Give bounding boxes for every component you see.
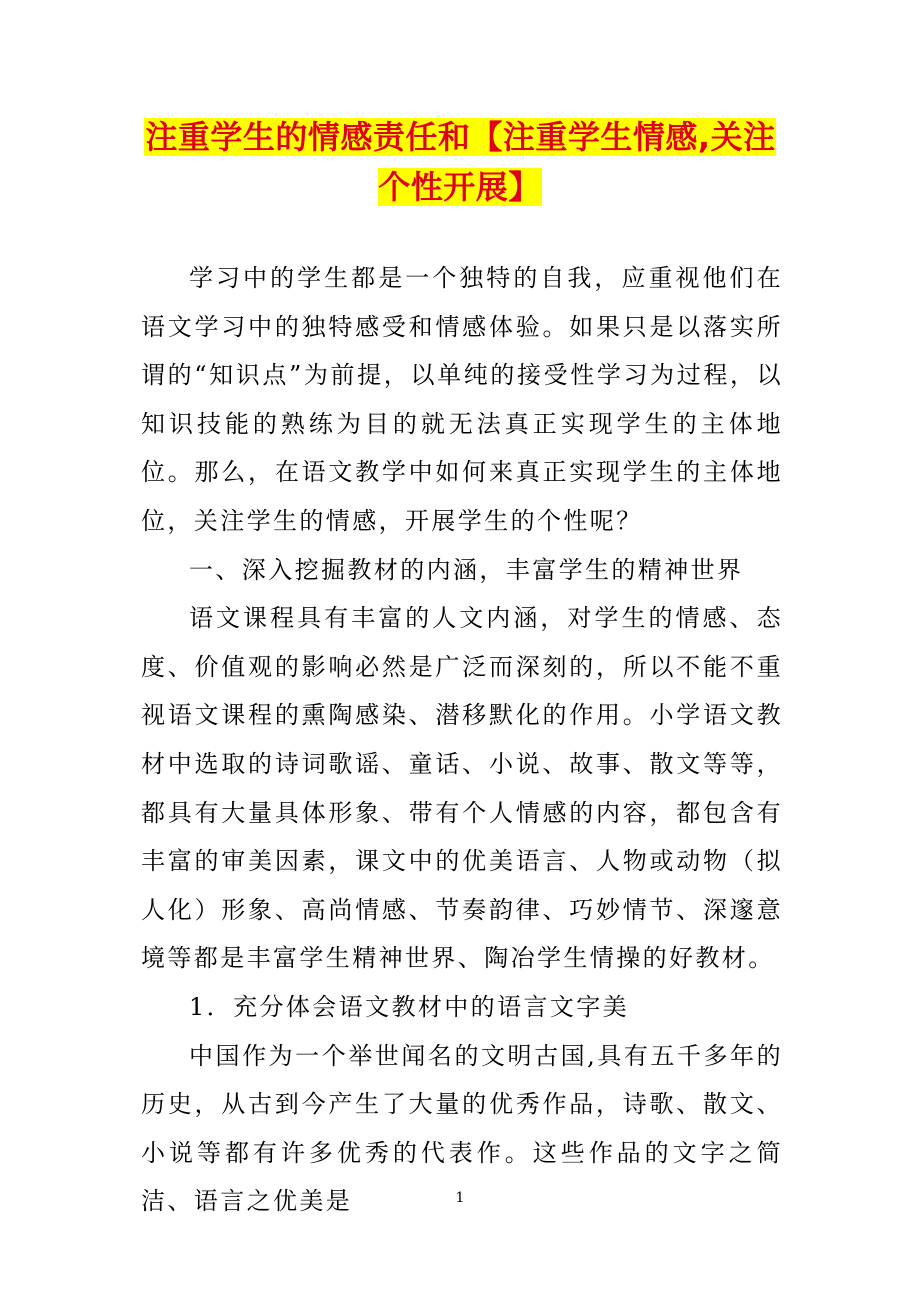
document-title-text: 注重学生的情感责任和【注重学生情感,关注个性开展】 bbox=[145, 118, 776, 206]
page-number: 1 bbox=[455, 1190, 465, 1206]
paragraph-intro: 学习中的学生都是一个独特的自我，应重视他们在语文学习中的独特感受和情感体验。如果只是以落实所谓的“知识点”为前提，以单纯的接受性学习为过程，以知识技能的熟练为目的就无法真正实现学生的主体地位。那么，在语文教学中如何来真正实现学生的主体地位，关注学生的情感，开展学生的个性呢？ bbox=[141, 264, 783, 535]
subsection-heading-1: 1．充分体会语文教材中的语言文字美 bbox=[189, 992, 630, 1021]
document-title bbox=[140, 112, 780, 212]
paragraph-subsection-1: 中国作为一个举世闻名的文明古国,具有五千多年的历史，从古到今产生了大量的优秀作品，诗歌、散文、小说等都有许多优秀的代表作。这些作品的文字之简洁、语言之优美是 bbox=[141, 1041, 783, 1216]
paragraph-section-1: 语文课程具有丰富的人文内涵，对学生的情感、态度、价值观的影响必然是广泛而深刻的，所以不能不重视语文课程的熏陶感染、潜移默化的作用。小学语文教材中选取的诗词歌谣、童话、小说、故事、散文等等，都具有大量具体形象、带有个人情感的内容，都包含有丰富的审美因素，课文中的优美语言、人物或动物（拟人化）形象、高尚情感、节奏韵律、巧妙情节、深邃意境等都是丰富学生精神世界、陶冶学生情操的好教材。 bbox=[141, 604, 783, 973]
title-block bbox=[140, 112, 780, 212]
document-body bbox=[141, 254, 783, 1226]
section-heading-1: 一、深入挖掘教材的内涵，丰富学生的精神世界 bbox=[189, 555, 744, 584]
